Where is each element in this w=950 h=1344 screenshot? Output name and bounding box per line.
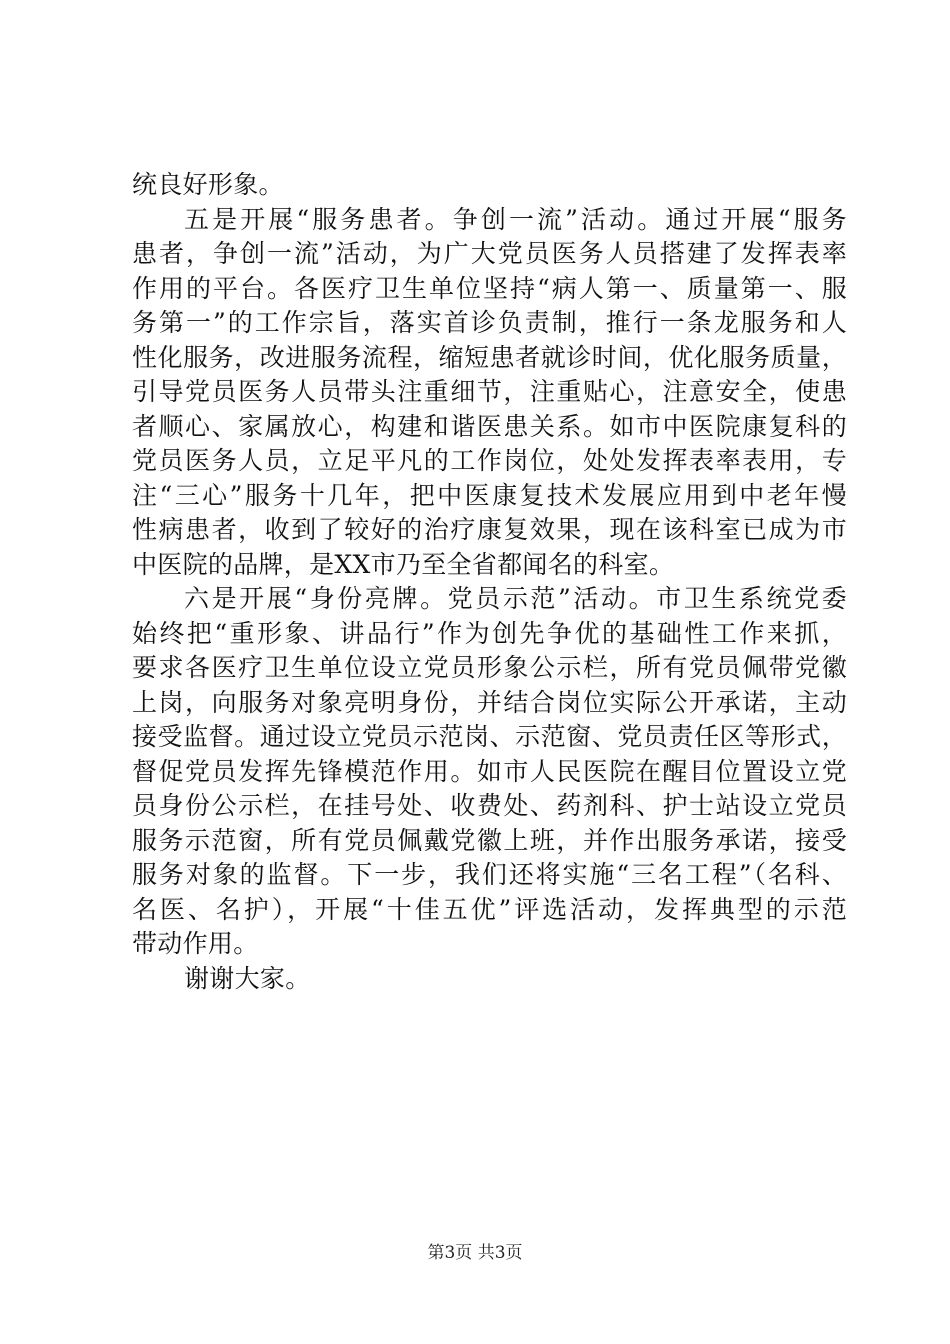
text-line: 统良好形象。 bbox=[132, 170, 284, 199]
page-number-footer: 第3页 共3页 bbox=[427, 1243, 523, 1263]
text-line: 上岗，向服务对象亮明身份，并结合岗位实际公开承诺，主动 bbox=[132, 687, 847, 717]
text-line: 督促党员发挥先锋模范作用。如市人民医院在醒目位置设立党 bbox=[132, 756, 847, 786]
text-line: 始终把“重形象、讲品行”作为创先争优的基础性工作来抓， bbox=[132, 618, 847, 648]
text-line: 引导党员医务人员带头注重细节，注重贴心，注意安全，使患 bbox=[132, 377, 847, 406]
text-line: 名医、名护），开展“十佳五优”评选活动，发挥典型的示范 bbox=[132, 894, 847, 924]
text-line: 性病患者，收到了较好的治疗康复效果，现在该科室已成为市 bbox=[132, 515, 847, 544]
text-line: 六是开展“身份亮牌。党员示范”活动。市卫生系统党委 bbox=[184, 584, 847, 613]
text-line: 患者，争创一流”活动，为广大党员医务人员搭建了发挥表率 bbox=[132, 239, 847, 268]
text-line: 要求各医疗卫生单位设立党员形象公示栏，所有党员佩带党徽 bbox=[132, 653, 847, 682]
text-line: 性化服务，改进服务流程，缩短患者就诊时间，优化服务质量， bbox=[132, 342, 847, 372]
text-line: 员身份公示栏，在挂号处、收费处、药剂科、护士站设立党员 bbox=[132, 791, 847, 820]
text-line: 谢谢大家。 bbox=[184, 963, 311, 993]
text-line: 中医院的品牌，是XX市乃至全省都闻名的科室。 bbox=[132, 549, 675, 579]
text-line: 作用的平台。各医疗卫生单位坚持“病人第一、质量第一、服 bbox=[132, 273, 847, 303]
text-line: 五是开展“服务患者。争创一流”活动。通过开展“服务 bbox=[184, 204, 847, 234]
text-line: 带动作用。 bbox=[132, 929, 259, 958]
document-body bbox=[132, 168, 847, 996]
text-line: 者顺心、家属放心，构建和谐医患关系。如市中医院康复科的 bbox=[132, 411, 847, 441]
text-line: 服务示范窗，所有党员佩戴党徽上班，并作出服务承诺，接受 bbox=[132, 825, 847, 855]
text-line: 注“三心”服务十几年，把中医康复技术发展应用到中老年慢 bbox=[132, 480, 847, 510]
text-line: 党员医务人员，立足平凡的工作岗位，处处发挥表率表用，专 bbox=[132, 446, 847, 475]
text-line: 接受监督。通过设立党员示范岗、示范窗、党员责任区等形式， bbox=[132, 722, 847, 751]
text-line: 务第一”的工作宗旨，落实首诊负责制，推行一条龙服务和人 bbox=[132, 308, 847, 337]
text-line: 服务对象的监督。下一步，我们还将实施“三名工程”（名科、 bbox=[132, 860, 847, 889]
